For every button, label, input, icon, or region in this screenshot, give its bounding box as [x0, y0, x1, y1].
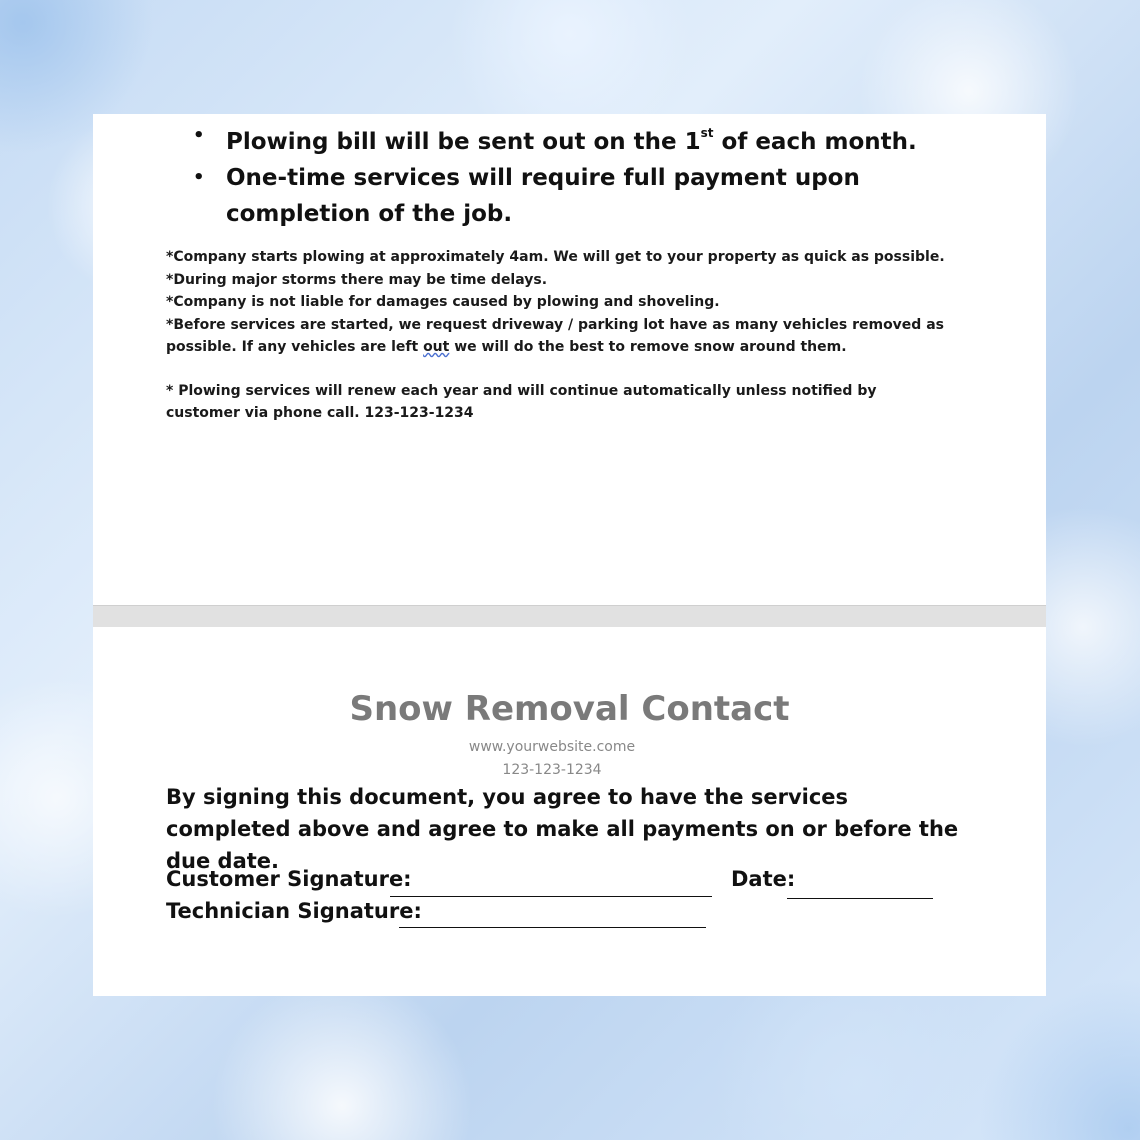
service-notes [166, 246, 946, 425]
customer-signature-row [166, 867, 966, 899]
payment-bullet-list [193, 118, 953, 232]
note-start-time: *Company starts plowing at approximately 4am. We will get to your property as quick as possible. [166, 249, 945, 265]
technician-signature-label: Technician Signature: [166, 899, 422, 923]
document-title: Snow Removal Contact [349, 689, 790, 729]
date-label: Date: [731, 867, 796, 891]
customer-signature-line[interactable] [390, 896, 712, 897]
document-page-1 [93, 114, 1046, 605]
note-vehicles [166, 314, 946, 359]
page-break [93, 605, 1046, 627]
technician-signature-line[interactable] [399, 927, 706, 928]
note-liability: *Company is not liable for damages caused by plowing and shoveling. [166, 294, 720, 310]
website-text: www.yourwebsite.come [468, 739, 636, 755]
agreement-text: By signing this document, you agree to have the services completed above and agree to make all payments on or before the due date. [166, 785, 959, 873]
bullet-text-post: of each month. [713, 128, 917, 155]
bullet-text: One-time services will require full payment upon completion of the job. [226, 164, 860, 227]
bullet-dot-icon: • [193, 125, 205, 146]
technician-signature-row [166, 899, 766, 931]
note-storm-delays: *During major storms there may be time delays. [166, 271, 548, 288]
note-vehicles-post: we will do the best to remove snow around them. [449, 339, 847, 355]
note-renewal: * Plowing services will renew each year and will continue automatically unless notified by customer via phone call. 123-123-1234 [166, 382, 877, 421]
bullet-one-time-payment [193, 160, 953, 232]
document-page-2 [93, 627, 1046, 996]
phone-text: 123-123-1234 [502, 762, 602, 778]
date-line[interactable] [787, 898, 933, 899]
bullet-dot-icon: • [193, 166, 205, 188]
spellcheck-word: out [423, 339, 450, 355]
customer-signature-label: Customer Signature: [166, 867, 412, 891]
note-vehicles-pre: *Before services are started, we request driveway / parking lot have as many vehicles removed as possible. If any vehicles are left [166, 316, 944, 355]
ordinal-suffix: st [700, 126, 714, 140]
bullet-monthly-bill [193, 118, 953, 160]
bullet-text-pre: Plowing bill will be sent out on the 1 [226, 128, 701, 155]
